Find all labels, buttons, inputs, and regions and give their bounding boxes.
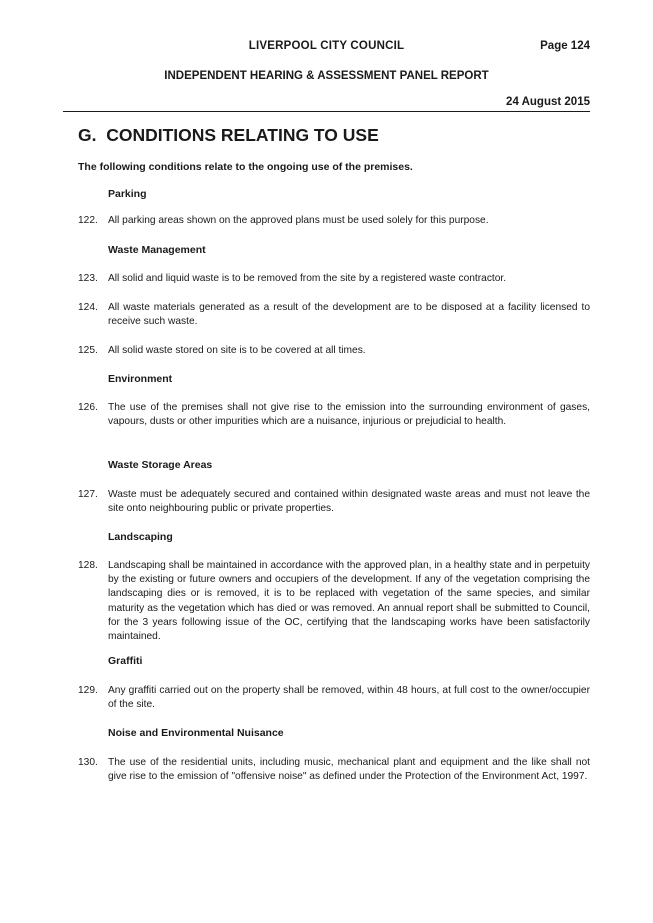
condition-123 <box>78 272 590 286</box>
condition-number: 123. <box>78 273 98 284</box>
condition-number: 126. <box>78 402 98 413</box>
condition-text: All solid waste stored on site is to be covered at all times. <box>108 345 366 356</box>
subheading-landscaping: Landscaping <box>108 531 173 543</box>
condition-124 <box>78 301 590 329</box>
condition-number: 128. <box>78 560 98 571</box>
condition-number: 122. <box>78 215 98 226</box>
condition-122 <box>78 214 590 228</box>
condition-128 <box>78 559 590 644</box>
page-number: Page 124 <box>540 40 590 52</box>
condition-text: The use of the residential units, including music, mechanical plant and equipment and the like shall not give rise to the emission of "offensive noise" as defined under the Protection of the Environment Act, 1997. <box>108 757 590 783</box>
report-title: INDEPENDENT HEARING & ASSESSMENT PANEL REPORT <box>164 70 489 82</box>
condition-127 <box>78 488 590 516</box>
condition-text: Waste must be adequately secured and contained within designated waste areas and must not leave the site onto neighbouring public or private properties. <box>108 489 590 515</box>
header-divider <box>63 111 590 112</box>
section-title: G. CONDITIONS RELATING TO USE <box>78 125 379 145</box>
condition-text: The use of the premises shall not give rise to the emission into the surrounding environment of gases, vapours, dusts or other impurities which are a nuisance, injurious or prejudicial to health. <box>108 402 590 428</box>
condition-number: 129. <box>78 685 98 696</box>
condition-number: 125. <box>78 345 98 356</box>
condition-text: All waste materials generated as a result of the development are to be disposed at a facility licensed to receive such waste. <box>108 302 590 328</box>
council-name: LIVERPOOL CITY COUNCIL <box>248 40 405 52</box>
subheading-environment: Environment <box>108 373 173 385</box>
subheading-waste-storage: Waste Storage Areas <box>108 459 213 471</box>
section-intro: The following conditions relate to the ongoing use of the premises. <box>78 161 413 173</box>
subheading-parking: Parking <box>108 188 147 200</box>
condition-text: All solid and liquid waste is to be removed from the site by a registered waste contractor. <box>108 273 507 284</box>
subheading-waste-management: Waste Management <box>108 244 206 256</box>
condition-number: 124. <box>78 302 98 313</box>
condition-126 <box>78 401 590 429</box>
condition-125 <box>78 344 590 358</box>
condition-number: 127. <box>78 489 98 500</box>
condition-text: Landscaping shall be maintained in accordance with the approved plan, in a healthy state and in perpetuity by the existing or future owners and occupiers of the development. If any of the vegetation comprising the landscaping dies or is removed, it is to be replaced with vegetation of the same species, and similar maturity as the vegetation which has died or was removed. An annual report shall be submitted to Council, for the 3 years following issue of the OC, certifying that the landscaping works have been satisfactorily maintained. <box>108 560 590 643</box>
report-date: 24 August 2015 <box>506 96 590 108</box>
subheading-noise: Noise and Environmental Nuisance <box>108 727 284 739</box>
condition-text: All parking areas shown on the approved plans must be used solely for this purpose. <box>108 215 489 226</box>
condition-number: 130. <box>78 757 98 768</box>
condition-text: Any graffiti carried out on the property shall be removed, within 48 hours, at full cost to the owner/occupier of the site. <box>108 685 590 711</box>
condition-129 <box>78 684 590 712</box>
condition-130 <box>78 756 590 784</box>
subheading-graffiti: Graffiti <box>108 655 143 667</box>
